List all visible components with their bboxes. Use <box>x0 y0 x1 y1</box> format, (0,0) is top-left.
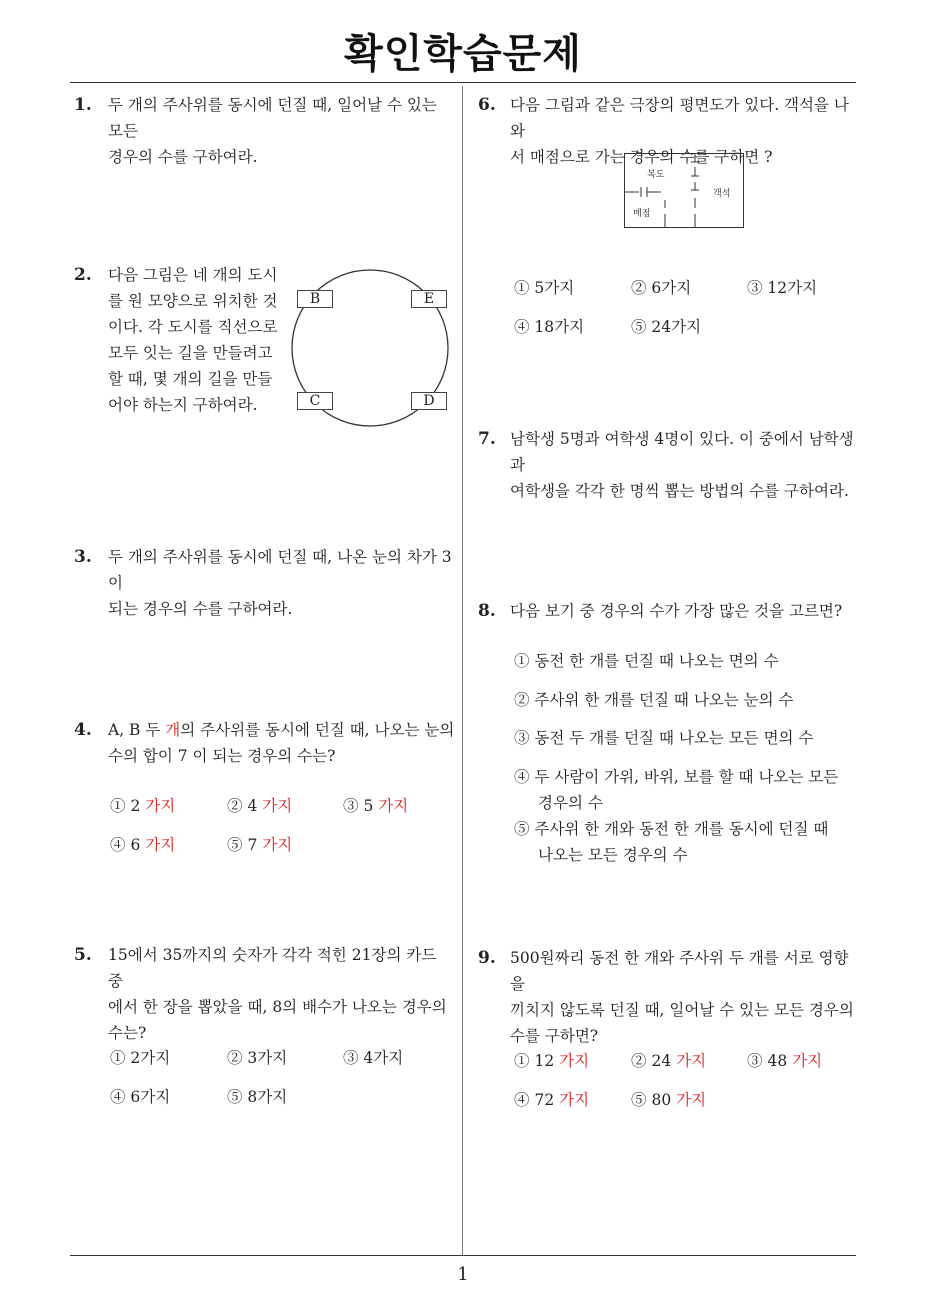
question-stem <box>108 92 456 170</box>
stem-line: 다음 그림과 같은 극장의 평면도가 있다. 객석을 나와 <box>510 96 849 140</box>
stem-text: A, B 두 <box>108 721 161 739</box>
option-text: ⑤ 주사위 한 개와 동전 한 개를 동시에 던질 때 <box>514 820 829 838</box>
stem-line: 서 매점으로 가는 경우의 수를 구하면 ? <box>510 148 773 166</box>
option-unit: 가지 <box>792 1052 823 1070</box>
theater-floor-plan <box>624 153 744 228</box>
option-1[interactable] <box>110 794 175 816</box>
option-unit: 가지 <box>559 1052 590 1070</box>
option-value: 72 <box>534 1091 555 1109</box>
question-number: 1. <box>74 95 92 115</box>
question-stem <box>510 426 860 504</box>
stem-line: 할 때, 몇 개의 길을 만들 <box>108 370 273 388</box>
question-stem <box>108 544 456 622</box>
column-divider <box>462 86 463 1256</box>
option-2[interactable] <box>631 1049 706 1071</box>
question-stem <box>108 942 456 1046</box>
page-number: 1 <box>457 1264 469 1285</box>
question-number: 8. <box>478 601 496 621</box>
option-mark: ③ <box>343 797 359 815</box>
option-2[interactable] <box>227 794 292 816</box>
option-mark: ① <box>110 797 126 815</box>
stem-line: 다음 보기 중 경우의 수가 가장 많은 것을 고르면? <box>510 602 843 620</box>
option-4[interactable]: ④ 6가지 <box>110 1088 171 1106</box>
option-unit: 가지 <box>559 1091 590 1109</box>
option-text: ③ 동전 두 개를 던질 때 나오는 모든 면의 수 <box>514 729 814 747</box>
stem-line: 수의 합이 7 이 되는 경우의 수는? <box>108 747 336 765</box>
option-unit: 가지 <box>145 797 176 815</box>
stem-line: 끼치지 않도록 던질 때, 일어날 수 있는 모든 경우의 <box>510 1001 854 1019</box>
option-value: 2 <box>130 797 141 815</box>
option-text: ② 주사위 한 개를 던질 때 나오는 눈의 수 <box>514 691 794 709</box>
option-1[interactable] <box>514 1049 589 1071</box>
question-stem <box>510 945 860 1049</box>
question-stem <box>108 262 277 418</box>
option-value: 24 <box>651 1052 672 1070</box>
option-4[interactable] <box>514 764 838 816</box>
option-4[interactable]: ④ 18가지 <box>514 318 585 336</box>
option-mark: ② <box>227 797 243 815</box>
option-1[interactable] <box>514 648 779 674</box>
option-unit: 가지 <box>262 797 293 815</box>
stem-line: 남학생 5명과 여학생 4명이 있다. 이 중에서 남학생과 <box>510 430 854 474</box>
option-value: 4 <box>247 797 258 815</box>
option-2[interactable]: ② 6가지 <box>631 279 692 297</box>
option-unit: 가지 <box>262 836 293 854</box>
question-number: 5. <box>74 945 92 965</box>
option-3[interactable]: ③ 12가지 <box>747 279 818 297</box>
option-unit: 가지 <box>378 797 409 815</box>
question-number: 3. <box>74 547 92 567</box>
shop-label: 매점 <box>633 209 651 219</box>
option-1[interactable]: ① 2가지 <box>110 1049 171 1067</box>
option-mark: ⑤ <box>631 1091 647 1109</box>
option-value: 7 <box>247 836 258 854</box>
option-5[interactable]: ⑤ 8가지 <box>227 1088 288 1106</box>
option-mark: ④ <box>110 836 126 854</box>
option-5[interactable] <box>514 816 828 868</box>
option-2[interactable]: ② 3가지 <box>227 1049 288 1067</box>
stem-line <box>108 717 454 743</box>
option-1[interactable]: ① 5가지 <box>514 279 575 297</box>
option-unit: 가지 <box>145 836 176 854</box>
header-rule <box>70 82 856 83</box>
option-mark: ① <box>514 1052 530 1070</box>
highlight-text: 개 <box>165 721 181 739</box>
option-5[interactable] <box>631 1088 706 1110</box>
option-text: ① 동전 한 개를 던질 때 나오는 면의 수 <box>514 652 779 670</box>
footer-rule <box>70 1255 856 1256</box>
option-unit: 가지 <box>676 1052 707 1070</box>
option-5[interactable] <box>227 833 292 855</box>
stem-line: 두 개의 주사위를 동시에 던질 때, 일어날 수 있는 모든 <box>108 96 437 140</box>
city-d-label: D <box>411 392 447 410</box>
stem-line: 경우의 수를 구하여라. <box>108 148 258 166</box>
option-4[interactable] <box>110 833 175 855</box>
option-text-continued: 나오는 모든 경우의 수 <box>538 846 688 864</box>
option-mark: ④ <box>514 1091 530 1109</box>
stem-line: 를 원 모양으로 위치한 것 <box>108 292 278 310</box>
option-text: ④ 두 사람이 가위, 바위, 보를 할 때 나오는 모든 <box>514 768 839 786</box>
page-title: 확인학습문제 <box>344 31 582 77</box>
option-3[interactable] <box>343 794 408 816</box>
city-e-label: E <box>411 290 447 308</box>
question-number: 4. <box>74 720 92 740</box>
option-mark: ② <box>631 1052 647 1070</box>
option-value: 48 <box>767 1052 788 1070</box>
city-b-label: B <box>297 290 333 308</box>
stem-line: 수는? <box>108 1024 147 1042</box>
question-number: 9. <box>478 948 496 968</box>
stem-line: 여학생을 각각 한 명씩 뽑는 방법의 수를 구하여라. <box>510 482 849 500</box>
option-unit: 가지 <box>676 1091 707 1109</box>
option-mark: ⑤ <box>227 836 243 854</box>
option-value: 12 <box>534 1052 555 1070</box>
option-value: 6 <box>130 836 141 854</box>
city-c-label: C <box>297 392 333 410</box>
option-mark: ③ <box>747 1052 763 1070</box>
option-3[interactable] <box>514 725 813 751</box>
stem-text: 의 주사위를 동시에 던질 때, 나오는 눈의 <box>180 721 455 739</box>
option-2[interactable] <box>514 687 794 713</box>
stem-line: 500원짜리 동전 한 개와 주사위 두 개를 서로 영향을 <box>510 949 849 993</box>
stem-line: 에서 한 장을 뽑았을 때, 8의 배수가 나오는 경우의 <box>108 998 447 1016</box>
stem-line: 두 개의 주사위를 동시에 던질 때, 나온 눈의 차가 3 이 <box>108 548 452 592</box>
question-number: 2. <box>74 265 92 285</box>
option-3[interactable]: ③ 4가지 <box>343 1049 404 1067</box>
question-number: 7. <box>478 429 496 449</box>
stem-line: 이다. 각 도시를 직선으로 <box>108 318 278 336</box>
option-4[interactable] <box>514 1088 589 1110</box>
option-value: 5 <box>363 797 374 815</box>
question-stem <box>108 717 454 769</box>
stem-line: 수를 구하면? <box>510 1027 599 1045</box>
option-text-continued: 경우의 수 <box>538 794 603 812</box>
stem-line: 어야 하는지 구하여라. <box>108 396 258 414</box>
stem-line: 되는 경우의 수를 구하여라. <box>108 600 293 618</box>
seats-label: 객석 <box>713 189 731 199</box>
option-value: 80 <box>651 1091 672 1109</box>
stem-line: 모두 잇는 길을 만들려고 <box>108 344 273 362</box>
option-3[interactable] <box>747 1049 822 1071</box>
stem-line: 다음 그림은 네 개의 도시 <box>108 266 278 284</box>
lobby-label: 복도 <box>647 170 665 180</box>
stem-line: 15에서 35까지의 숫자가 각각 적힌 21장의 카드 중 <box>108 946 437 990</box>
option-5[interactable]: ⑤ 24가지 <box>631 318 702 336</box>
question-stem <box>510 598 842 624</box>
question-number: 6. <box>478 95 496 115</box>
